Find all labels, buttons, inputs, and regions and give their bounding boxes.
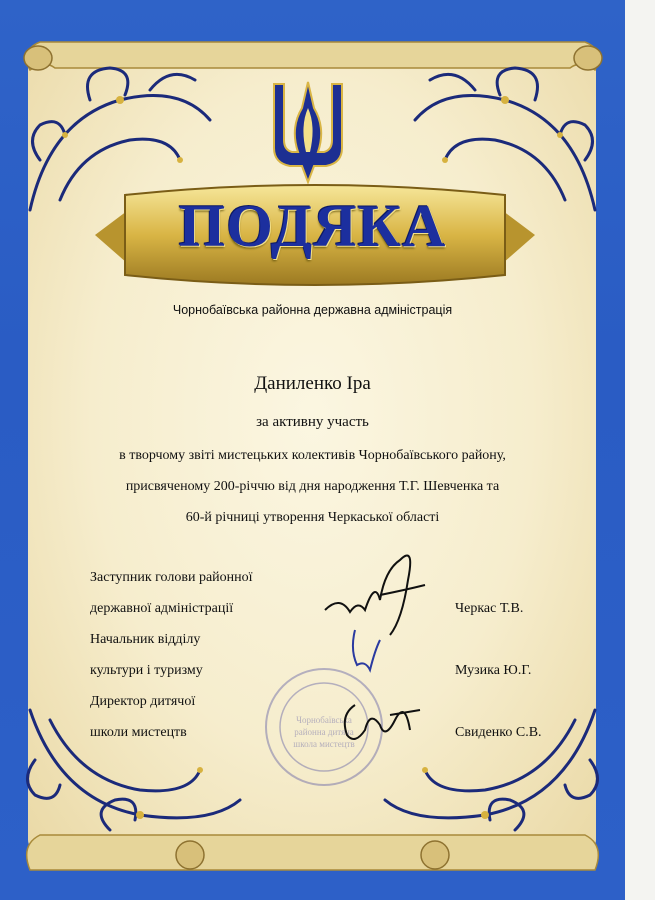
signatory-position: Директор дитячої bbox=[90, 694, 196, 709]
body-line: присвяченому 200-річчю від дня народження Т.Г. Шевченка та bbox=[125, 479, 500, 494]
signatory-name: Свиденко С.В. bbox=[455, 725, 542, 740]
svg-text:районна дитяча: районна дитяча bbox=[294, 727, 354, 737]
signatory-position: Заступник голови районної bbox=[90, 570, 253, 585]
issuer-name: Чорнобаївська районна державна адміністрація bbox=[172, 303, 453, 317]
trident-emblem-icon bbox=[268, 78, 348, 188]
bottom-scroll-ornament bbox=[10, 815, 615, 885]
signatory-name: Черкас Т.В. bbox=[455, 601, 524, 616]
certificate-title: ПОДЯКА bbox=[178, 193, 447, 259]
signature-svydenko bbox=[335, 690, 425, 750]
recipient-name: Даниленко Іра bbox=[254, 373, 371, 394]
body-line: 60-й річниці утворення Черкаської області bbox=[185, 510, 440, 525]
signatory-position: школи мистецтв bbox=[90, 725, 187, 740]
svg-text:Чорнобаївська: Чорнобаївська bbox=[296, 715, 352, 725]
award-reason: за активну участь bbox=[256, 414, 369, 430]
signatory-position: культури і туризму bbox=[90, 663, 203, 678]
svg-text:школа мистецтв: школа мистецтв bbox=[293, 739, 355, 749]
signature-muzyka bbox=[345, 620, 385, 680]
signatory-name: Музика Ю.Г. bbox=[455, 663, 532, 678]
page-edge bbox=[625, 0, 655, 900]
signatory-position: Начальник відділу bbox=[90, 632, 201, 647]
signatory-position: державної адміністрації bbox=[90, 601, 234, 616]
body-line: в творчому звіті мистецьких колективів Чорнобаївського району, bbox=[119, 448, 506, 463]
